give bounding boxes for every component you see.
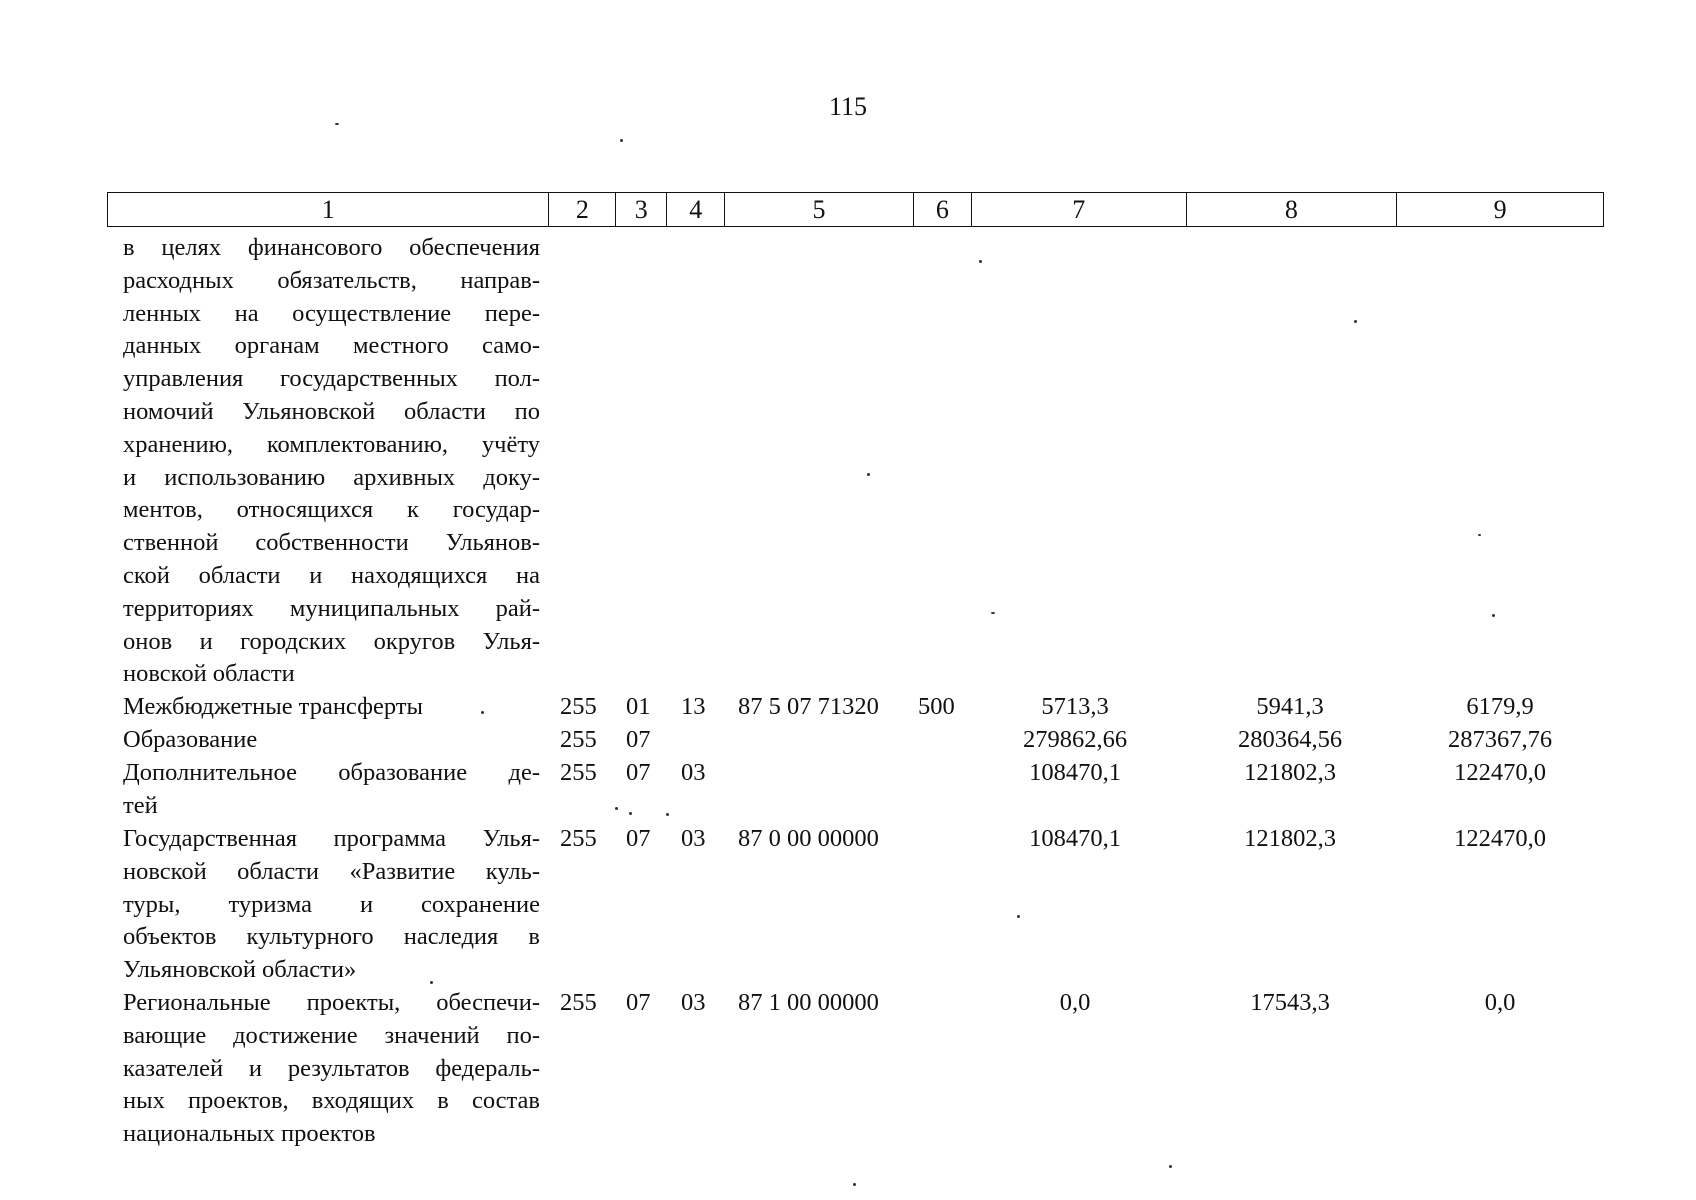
row-name-line: ментов, относящихся к государ-	[123, 496, 540, 524]
row-name-line: Ульяновской области»	[123, 956, 357, 984]
row-name-line: ственной собственности Ульянов-	[123, 529, 540, 557]
cell-col-2: 255	[560, 759, 597, 786]
header-cell-4: 4	[667, 193, 725, 226]
row-name-line: Межбюджетные трансферты	[123, 693, 423, 720]
row-name-line: Государственная программа Улья-	[123, 825, 540, 852]
row-name-line: ленных на осуществление пере-	[123, 299, 540, 327]
cell-col-8: 280364,56	[1237, 726, 1343, 753]
header-cell-1: 1	[108, 193, 549, 226]
cell-col-9: 122470,0	[1454, 825, 1546, 852]
cell-col-3: 07	[626, 989, 651, 1016]
cell-col-4: 03	[681, 825, 706, 852]
row-name-line: хранению, комплектованию, учёту	[123, 430, 540, 458]
cell-col-4: 03	[681, 989, 706, 1016]
cell-col-5: 87 0 00 00000	[738, 825, 879, 852]
row-name-line: новской области «Развитие куль-	[123, 857, 540, 885]
cell-col-7: 108470,1	[1029, 759, 1121, 786]
cell-col-9: 0,0	[1484, 989, 1516, 1016]
cell-col-4: 03	[681, 759, 706, 786]
row-name-line: данных органам местного само-	[123, 332, 540, 360]
cell-col-7: 0,0	[1059, 989, 1091, 1016]
row-name-line: управления государственных пол-	[123, 365, 540, 393]
cell-col-2: 255	[560, 726, 597, 753]
row-name-line: в целях финансового обеспечения	[123, 234, 540, 261]
cell-col-9: 122470,0	[1454, 759, 1546, 786]
row-name-line: новской области	[123, 660, 295, 688]
row-name	[123, 724, 540, 757]
row-name-line: территориях муниципальных рай-	[123, 594, 540, 622]
row-name-line: номочий Ульяновской области по	[123, 397, 540, 425]
row-name-line: объектов культурного наследия в	[123, 923, 540, 951]
cell-col-5: 87 1 00 00000	[738, 989, 879, 1016]
cell-col-7: 5713,3	[1041, 693, 1109, 720]
cell-col-8: 121802,3	[1244, 759, 1336, 786]
page-number: 115	[828, 92, 868, 121]
cell-col-9: 287367,76	[1447, 726, 1553, 753]
cell-col-6: 500	[918, 693, 955, 720]
row-name-line: казателей и результатов федераль-	[123, 1054, 540, 1082]
cell-col-8: 5941,3	[1256, 693, 1324, 720]
cell-col-9: 6179,9	[1466, 693, 1534, 720]
row-name	[123, 232, 540, 691]
row-name-line: вающие достижение значений по-	[123, 1021, 540, 1049]
cell-col-5: 87 5 07 71320	[738, 693, 879, 720]
row-name-line: Региональные проекты, обеспечи-	[123, 989, 540, 1016]
row-name-line: онов и городских округов Улья-	[123, 627, 540, 655]
cell-col-3: 07	[626, 726, 651, 753]
cell-col-7: 279862,66	[1022, 726, 1128, 753]
row-name-line: и использованию архивных доку-	[123, 463, 540, 491]
row-name-line: национальных проектов	[123, 1120, 376, 1148]
row-name-line: туры, туризма и сохранение	[123, 890, 540, 918]
row-name	[123, 691, 540, 724]
header-cell-8: 8	[1187, 193, 1398, 226]
cell-col-4: 13	[681, 693, 706, 720]
cell-col-7: 108470,1	[1029, 825, 1121, 852]
header-cell-9: 9	[1493, 194, 1507, 224]
row-name	[123, 823, 540, 987]
cell-col-3: 07	[626, 759, 651, 786]
row-name	[123, 757, 540, 823]
row-name-line: ской области и находящихся на	[123, 561, 540, 589]
header-cell-2: 2	[549, 193, 616, 226]
cell-col-3: 01	[626, 693, 651, 720]
cell-col-2: 255	[560, 989, 597, 1016]
cell-col-8: 17543,3	[1250, 989, 1330, 1016]
cell-col-2: 255	[560, 693, 597, 720]
row-name-line: Образование	[123, 726, 258, 753]
row-name-line: тей	[123, 791, 158, 819]
header-cell-5: 5	[725, 193, 914, 226]
cell-col-3: 07	[626, 825, 651, 852]
row-name-line: ных проектов, входящих в состав	[123, 1087, 540, 1115]
cell-col-2: 255	[560, 825, 597, 852]
header-cell-7: 7	[972, 193, 1187, 226]
header-cell-3: 3	[616, 193, 667, 226]
row-name-line: Дополнительное образование де-	[123, 759, 540, 786]
header-cell-6: 6	[914, 193, 972, 226]
cell-col-8: 121802,3	[1244, 825, 1336, 852]
row-name-line: расходных обязательств, направ-	[123, 266, 540, 294]
row-name	[123, 987, 540, 1151]
